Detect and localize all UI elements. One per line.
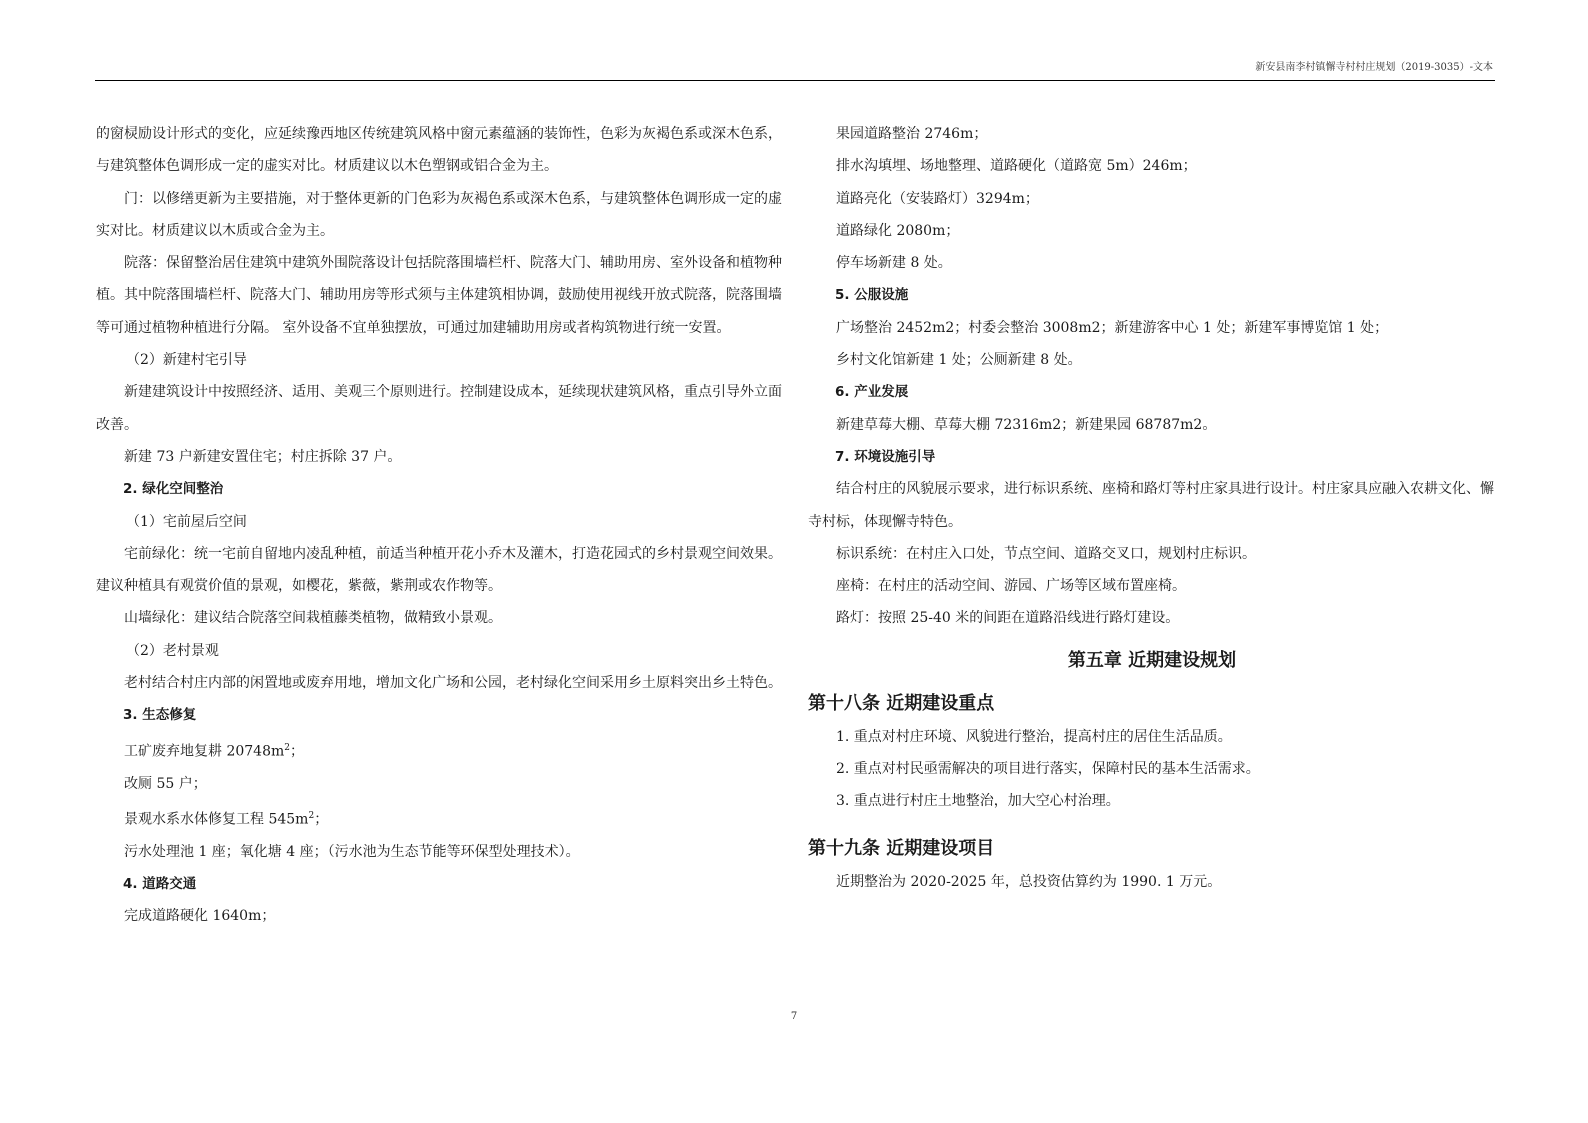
heading-industry: 6. 产业发展 (835, 384, 909, 401)
item-water-end: ； (314, 811, 329, 828)
list-item: 3. 重点进行村庄土地整治，加大空心村治理。 (836, 793, 1120, 810)
item-lighting: 道路亮化（安装路灯）3294m； (836, 190, 1039, 207)
item-road-greening: 道路绿化 2080m； (836, 222, 960, 239)
subheading-old-village: （2）老村景观 (126, 642, 219, 659)
paragraph-front-greening: 宅前绿化：统一宅前自留地内凌乱种植，前适当种植开花小乔木及灌木，打造花园式的乡村景观空间效果。建议种植具有观赏价值的景观，如樱花，紫薇，紫荆或农作物等。 (96, 545, 782, 595)
item-culture-hall: 乡村文化馆新建 1 处；公厕新建 8 处。 (836, 352, 1082, 369)
item-streetlight: 路灯：按照 25-40 米的间距在道路沿线进行路灯建设。 (836, 610, 1180, 627)
item-reclamation-text: 工矿废弃地复耕 20748m (124, 743, 285, 760)
paragraph-furniture: 结合村庄的风貌展示要求，进行标识系统、座椅和路灯等村庄家具进行设计。村庄家具应融入农耕文化、懈寺村标，体现懈寺特色。 (808, 481, 1494, 530)
item-seating: 座椅：在村庄的活动空间、游园、广场等区域布置座椅。 (836, 578, 1186, 595)
page-number: 7 (790, 1011, 798, 1022)
item-reclamation (96, 732, 784, 768)
item-toilet: 改厕 55 户； (124, 775, 207, 792)
document-header-title: 新安县南李村镇懈寺村村庄规划（2019-3035）-文本 (1255, 62, 1493, 73)
subheading-new-house: （2）新建村宅引导 (126, 352, 247, 369)
right-column (808, 118, 1496, 898)
item-road-hardening: 完成道路硬化 1640m； (124, 908, 276, 925)
item-parking: 停车场新建 8 处。 (836, 255, 952, 272)
item-public-facilities: 广场整治 2452m2；村委会整治 3008m2；新建游客中心 1 处；新建军事博览馆 1 处； (836, 319, 1389, 336)
item-orchard-road: 果园道路整治 2746m； (836, 126, 988, 142)
list-item: 1. 重点对村庄环境、风貌进行整治，提高村庄的居住生活品质。 (836, 728, 1232, 745)
list-item: 2. 重点对村民亟需解决的项目进行落实，保障村民的基本生活需求。 (836, 761, 1260, 778)
paragraph-resettlement: 新建 73 户新建安置住宅；村庄拆除 37 户。 (124, 448, 402, 465)
left-column (96, 118, 784, 933)
heading-public-service: 5. 公服设施 (835, 287, 909, 304)
header-rule (95, 80, 1495, 81)
paragraph-old-village: 老村结合村庄内部的闲置地或废弃用地，增加文化广场和公园，老村绿化空间采用乡土原料突出乡土特色。 (124, 675, 782, 692)
superscript: 2 (308, 810, 315, 821)
paragraph-door: 门：以修缮更新为主要措施，对于整体更新的门色彩为灰褐色系或深木色系，与建筑整体色调形成一定的虚实对比。材质建议以木质或合金为主。 (96, 190, 782, 239)
item-greenhouse: 新建草莓大棚、草莓大棚 72316m2；新建果园 68787m2。 (836, 416, 1217, 433)
item-reclamation-end: ； (290, 743, 304, 760)
paragraph-window: 的窗棂励设计形式的变化，应延续豫西地区传统建筑风格中窗元素蕴涵的装饰性，色彩为灰褐色系或深木色系，与建筑整体色调形成一定的虚实对比。材质建议以木色塑钢或铝合金为主。 (96, 126, 782, 175)
item-water-text: 景观水系水体修复工程 545m (124, 811, 309, 828)
heading-roads: 4. 道路交通 (123, 876, 197, 893)
paragraph-new-building: 新建建筑设计中按照经济、适用、美观三个原则进行。控制建设成本，延续现状建筑风格，重点引导外立面改善。 (96, 384, 782, 433)
chapter-title: 第五章 近期建设规划 (1067, 649, 1237, 671)
heading-environment: 7. 环境设施引导 (835, 448, 936, 465)
subheading-front-back: （1）宅前屋后空间 (126, 513, 247, 530)
article-18-title: 第十八条 近期建设重点 (808, 692, 995, 714)
article-19-title: 第十九条 近期建设项目 (808, 837, 995, 859)
superscript: 2 (284, 742, 290, 753)
item-sewage: 污水处理池 1 座；氧化塘 4 座；（污水池为生态节能等环保型处理技术）。 (124, 843, 580, 860)
paragraph-gable-greening: 山墙绿化：建议结合院落空间栽植藤类植物，做精致小景观。 (124, 610, 502, 627)
heading-ecology: 3. 生态修复 (123, 707, 197, 724)
paragraph-investment: 近期整治为 2020-2025 年，总投资估算约为 1990. 1 万元。 (836, 873, 1222, 890)
item-drainage: 排水沟填埋、场地整理、道路硬化（道路宽 5m）246m； (836, 158, 1197, 175)
item-signage: 标识系统：在村庄入口处，节点空间、道路交叉口，规划村庄标识。 (836, 545, 1256, 562)
paragraph-courtyard: 院落：保留整治居住建筑中建筑外围院落设计包括院落围墙栏杆、院落大门、辅助用房、室外设备和植物种植。其中院落围墙栏杆、院落大门、辅助用房等形式须与主体建筑相协调，鼓励使用视线开放式院落，院落围墙等可通过植物种植进行分隔。 室外设备不宜单独摆放，可通过加建辅助用房或者构筑物进行统一安置。 (96, 255, 782, 336)
item-water-restore (96, 800, 784, 836)
heading-greening: 2. 绿化空间整治 (123, 481, 224, 498)
